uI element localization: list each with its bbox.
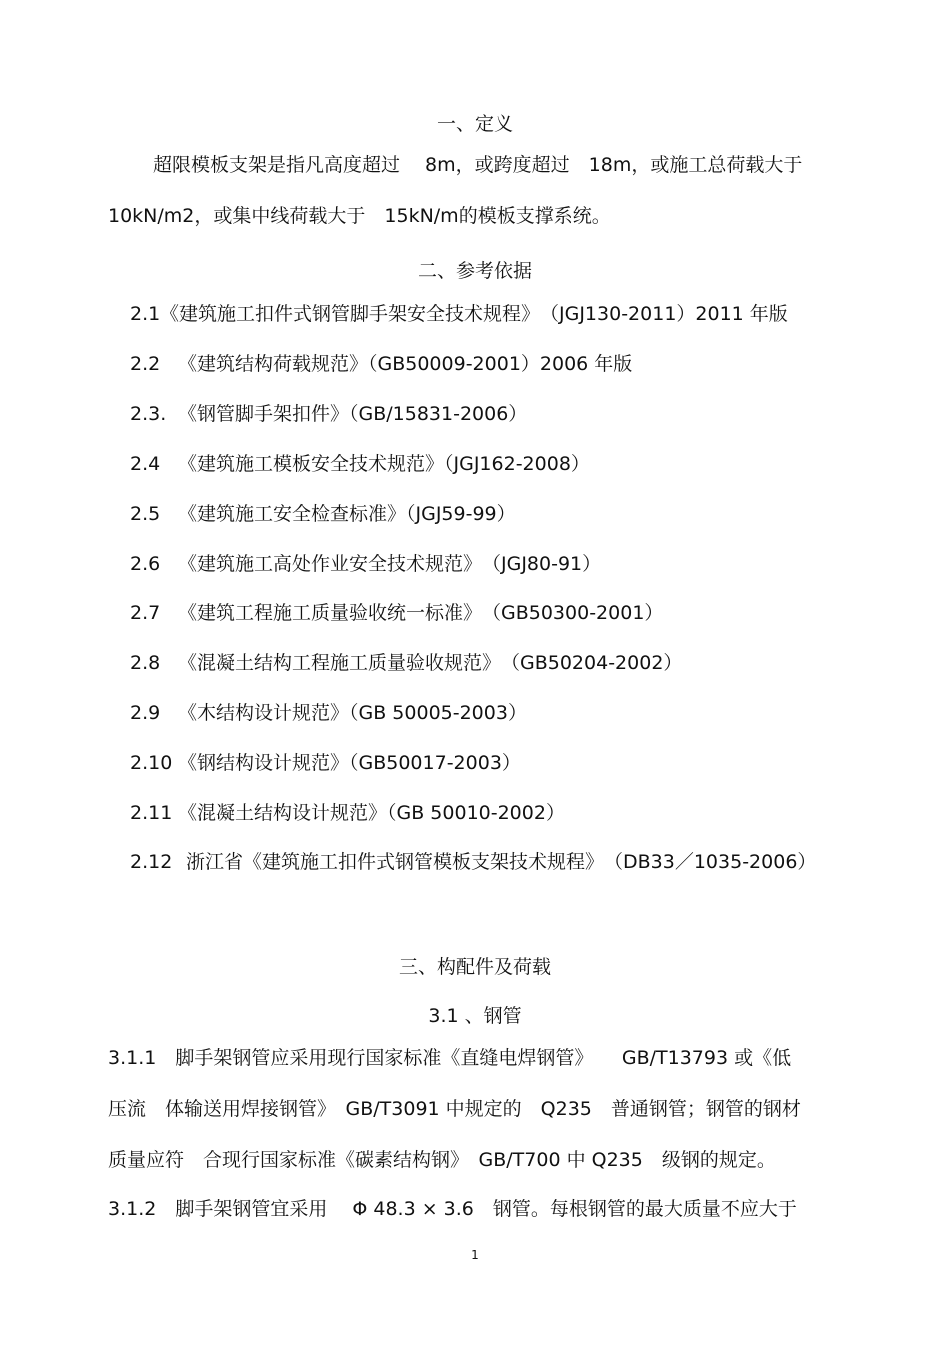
reference-number: 2.1 (130, 303, 161, 325)
reference-number: 2.2 (130, 353, 161, 375)
reference-title: 《混凝土结构设计规范》（GB 50010-2002） (178, 802, 565, 824)
section-heading-references: 二、参考依据 (417, 260, 532, 282)
reference-title: 《木结构设计规范》（GB 50005-2003） (178, 702, 527, 724)
reference-title: 《建筑施工模板安全技术规范》（JGJ162-2008） (178, 453, 590, 475)
reference-number: 2.8 (130, 652, 161, 674)
reference-number: 2.4 (130, 453, 161, 475)
reference-title: 《钢结构设计规范》（GB50017-2003） (178, 752, 521, 774)
reference-title: 《建筑结构荷载规范》（GB50009-2001）2006 年版 (178, 353, 633, 375)
reference-title: 《建筑施工高处作业安全技术规范》 （JGJ80-91） (178, 553, 602, 575)
reference-title: 《钢管脚手架扣件》（GB/15831-2006） (178, 403, 528, 425)
reference-title: 《混凝土结构工程施工质量验收规范》 （GB50204-2002） (178, 652, 683, 674)
definition-line-1: 超限模板支架是指凡高度超过 8m，或跨度超过 18m，或施工总荷载大于 (153, 154, 803, 176)
clause-3-1-2-line-1: 3.1.2 脚手架钢管宜采用 Φ 48.3 × 3.6 钢管。每根钢管的最大质量不应大于 (108, 1198, 797, 1220)
reference-number: 2.9 (130, 702, 161, 724)
subsection-heading-steel-pipe: 3.1 、钢管 (428, 1005, 522, 1027)
reference-number: 2.7 (130, 602, 161, 624)
reference-number: 2.3. (130, 403, 167, 425)
clause-3-1-1-line-1: 3.1.1 脚手架钢管应采用现行国家标准《直缝电焊钢管》 GB/T13793 或《低 (108, 1047, 792, 1069)
reference-number: 2.10 (130, 752, 173, 774)
definition-line-2: 10kN/m2，或集中线荷载大于 15kN/m的模板支撑系统。 (108, 205, 611, 227)
section-heading-definition: 一、定义 (436, 113, 513, 135)
reference-title: 《建筑施工安全检查标准》（JGJ59-99） (178, 503, 516, 525)
page-number: 1 (471, 1248, 479, 1262)
clause-3-1-1-line-2: 压流 体输送用焊接钢管》 GB/T3091 中规定的 Q235 普通钢管；钢管的钢材 (108, 1098, 801, 1120)
reference-number: 2.5 (130, 503, 161, 525)
reference-number: 2.6 (130, 553, 161, 575)
reference-title: 《建筑工程施工质量验收统一标准》 （GB50300-2001） (178, 602, 664, 624)
reference-number: 2.11 (130, 802, 173, 824)
section-heading-components: 三、构配件及荷载 (398, 956, 551, 978)
clause-3-1-1-line-3: 质量应符 合现行国家标准《碳素结构钢》 GB/T700 中 Q235 级钢的规定。 (108, 1149, 776, 1171)
reference-number: 2.12 (130, 851, 173, 873)
reference-title: 浙江省《建筑施工扣件式钢管模板支架技术规程》 （DB33／1035-2006） (186, 851, 817, 873)
reference-title: 《建筑施工扣件式钢管脚手架安全技术规程》 （JGJ130-2011）2011 年版 (160, 303, 788, 325)
